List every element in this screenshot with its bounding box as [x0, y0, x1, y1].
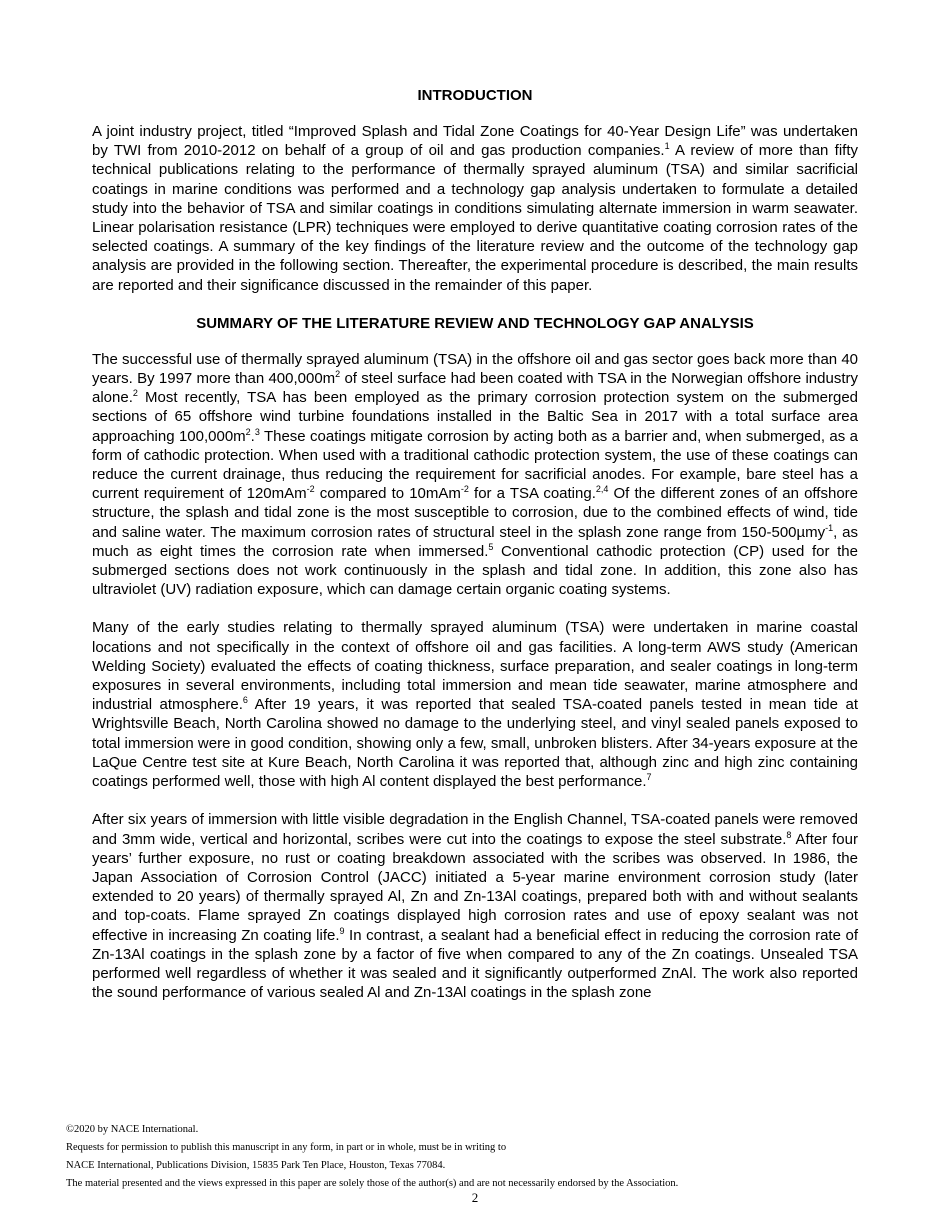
page-number: 2 — [471, 1190, 479, 1205]
disclaimer-line: The material presented and the views expressed in this paper are solely those of the author(s) and are not necessarily endorsed by the Association. — [66, 1178, 679, 1189]
introduction-paragraph: A joint industry project, titled “Improved Splash and Tidal Zone Coatings for 40-Year Design Life” was undertaken by TWI from 2010-2012 on behalf of a group of oil and gas production companies.$^1$ A review of more than fifty technical publications relating to the performance of thermally sprayed aluminum (TSA) and similar sacrificial coatings in marine conditions was performed and a technology gap analysis undertaken to formulate a detailed study into the behavior of TSA and similar coatings in conditions simulating alternate immersion in warm seawater. Linear polarisation resistance (LPR) techniques were employed to derive quantitative coating corrosion rates of the selected coatings. A summary of the key findings of the literature review and the outcome of the technology gap analysis are provided in the following section. Thereafter, the experimental procedure is described, the main results are reported and their significance discussed in the remainder of this paper. — [92, 123, 858, 294]
introduction-heading: INTRODUCTION — [417, 87, 533, 104]
copyright-line: ©2020 by NACE International. — [66, 1124, 199, 1135]
summary-paragraph-1: The successful use of thermally sprayed aluminum (TSA) in the offshore oil and gas sector goes back more than 40 years. By 1997 more than $400,000m^2$ of steel surface had been coated with TSA in the Norwegian offshore industry alone.$^2$ Most recently, TSA has been employed as the primary corrosion protection system on the submerged sections of 65 offshore wind turbine foundations installed in the Baltic Sea in 2017 with a total surface area approaching $100,000m^2.^3$ These coatings mitigate corrosion by acting both as a barrier and, when submerged, as a form of cathodic protection. When used with a traditional cathodic protection system, the use of these coatings can reduce the current drainage, thus reducing the requirement for sacrificial anodes. For example, bare steel has a current requirement of 120mAm$^{-2}$ compared to 10mAm$^{-2}$ for a TSA coating.$^{2,4}$ Of the different zones of an offshore structure, the splash and tidal zone is the most susceptible to corrosion, due to the combined effects of wind, tide and saline water. The maximum corrosion rates of structural steel in the splash zone range from 150-500µmy$^{-1}$, as much as eight times the corrosion rate when immersed.$^5$ Conventional cathodic protection (CP) used for the submerged sections does not work continuously in the splash and tidal zone. In addition, this zone also has ultraviolet (UV) radiation exposure, which can damage certain organic coating systems. — [92, 350, 858, 599]
permission-line: Requests for permission to publish this manuscript in any form, in part or in whole, must be in writing to — [66, 1142, 507, 1153]
summary-heading: SUMMARY OF THE LITERATURE REVIEW AND TECHNOLOGY GAP ANALYSIS — [196, 314, 754, 332]
copyright-footer — [66, 1121, 886, 1193]
summary-paragraph-2: Many of the early studies relating to thermally sprayed aluminum (TSA) were undertaken in marine coastal locations and not specifically in the context of offshore oil and gas facilities. A long-term AWS study (American Welding Society) evaluated the effects of coating thickness, surface preparation, and sealer coatings in long-term exposures in several environments, including total immersion and mean tide seawater, marine atmosphere and industrial atmosphere.$^6$ After 19 years, it was reported that sealed TSA-coated panels tested in mean tide at Wrightsville Beach, North Carolina showed no damage to the underlying steel, and vinyl sealed panels exposed to total immersion were in good condition, showing only a few, small, unbroken blisters. After 34-years exposure at the LaQue Centre test site at Kure Beach, North Carolina it was reported that, although zinc and high zinc containing coatings performed well, those with high Al content displayed the best performance.$^7$ — [92, 619, 859, 791]
address-line: NACE International, Publications Division, 15835 Park Ten Place, Houston, Texas 77084. — [66, 1160, 446, 1171]
paper-body — [92, 86, 858, 1021]
summary-paragraph-3: After six years of immersion with little visible degradation in the English Channel, TSA-coated panels were removed and 3mm wide, vertical and horizontal, scribes were cut into the coatings to expose the steel substrate.$^8$ After four years’ further exposure, no rust or coating breakdown associated with the scribes was observed. In 1986, the Japan Association of Corrosion Control (JACC) initiated a 5-year marine environment corrosion study (later extended to 20 years) of thermally sprayed Al, Zn and Zn-13Al coatings, prepared both with and without sealants and top-coats. Flame sprayed Zn coatings displayed high corrosion rates and use of epoxy sealant was not effective in increasing Zn coating life.$^9$ In contrast, a sealant had a beneficial effect in reducing the corrosion rate of Zn-13Al coatings in the splash zone by a factor of five when compared to any of the Zn coatings. Unsealed TSA performed well regardless of whether it was sealed and it significantly outperformed ZnAl. The work also reported the sound performance of various sealed Al and Zn-13Al coatings in the splash zone — [92, 811, 858, 1002]
citation-superscript: 1 — [664, 141, 670, 152]
